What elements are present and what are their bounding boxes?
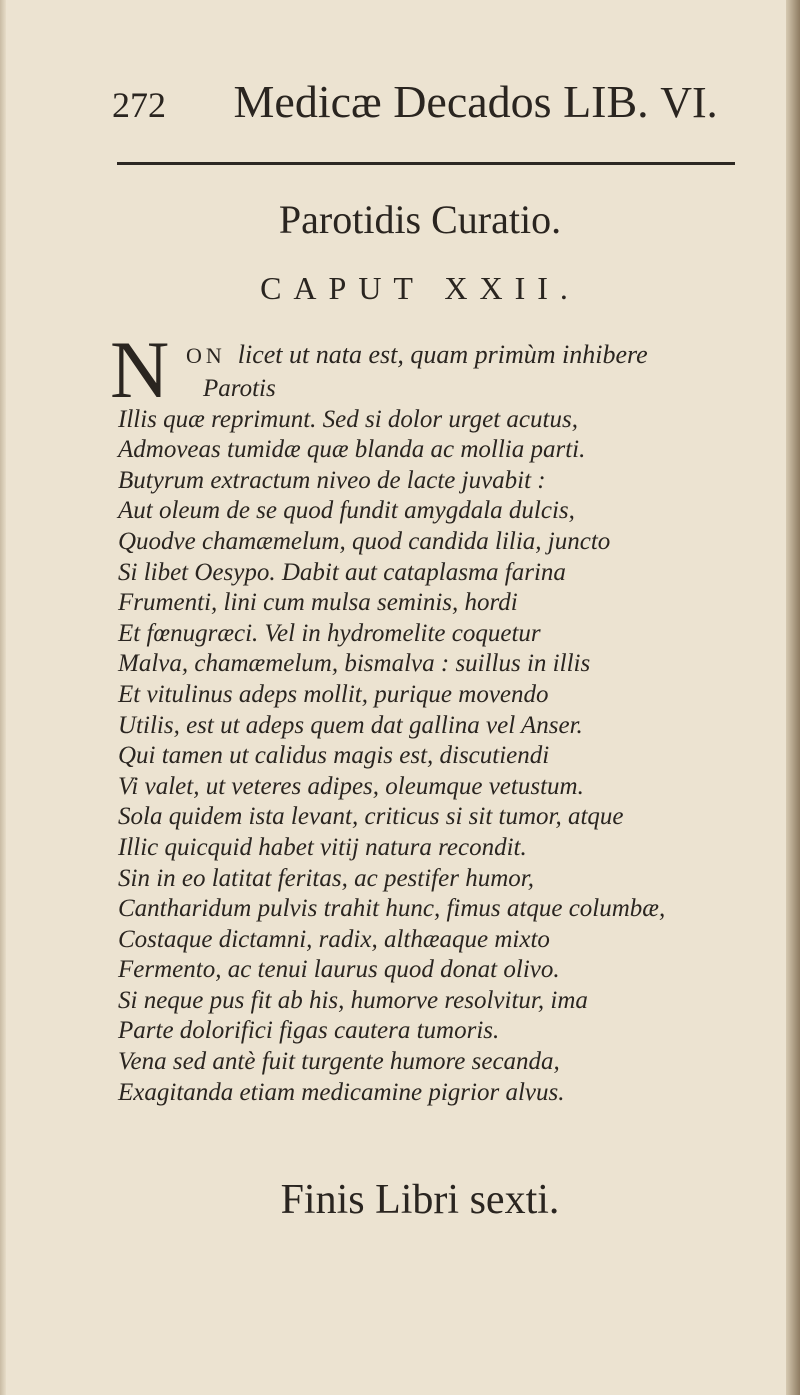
- verse-line: Malva, chamæmelum, bismalva : suillus in illis: [118, 650, 591, 678]
- verse-line: Exagitanda etiam medicamine pigrior alvus.: [118, 1078, 565, 1106]
- header-rule: [117, 162, 735, 165]
- verse-line: Admoveas tumidæ quæ blanda ac mollia parti.: [118, 436, 586, 464]
- verse-text: [118, 374, 778, 1108]
- running-head: [112, 72, 732, 132]
- verse-line: Sola quidem ista levant, criticus si sit tumor, atque: [118, 803, 624, 831]
- chapter-heading: CAPUT XXII.: [260, 270, 580, 306]
- first-line-caps: ON: [186, 343, 226, 368]
- page-number: 272: [112, 85, 166, 125]
- book-number: VI.: [660, 78, 718, 127]
- verse-line: Aut oleum de se quod fundit amygdala dulcis,: [118, 497, 575, 525]
- verse-line: Qui tamen ut calidus magis est, discutiendi: [118, 742, 550, 770]
- verse-line: Et vitulinus adeps mollit, purique movendo: [118, 680, 549, 708]
- verse-line: Si libet Oesypo. Dabit aut cataplasma farina: [118, 558, 566, 586]
- verse-line: Fermento, ac tenui laurus quod donat olivo.: [118, 956, 560, 984]
- first-verse-line: [186, 338, 786, 372]
- verse-line: Si neque pus fit ab his, humorve resolvitur, ima: [118, 986, 588, 1014]
- verse-line: Butyrum extractum niveo de lacte juvabit :: [118, 466, 546, 494]
- verse-line: Parotis: [203, 375, 276, 402]
- verse-line: Vi valet, ut veteres adipes, oleumque vetustum.: [118, 772, 584, 800]
- section-title: Parotidis Curatio.: [278, 197, 562, 242]
- drop-cap: N: [110, 324, 170, 415]
- verse-line: Illis quæ reprimunt. Sed si dolor urget acutus,: [118, 405, 578, 433]
- book-label: LIB.: [563, 76, 649, 127]
- running-title: Medicæ Decados: [233, 76, 552, 127]
- page-left-edge: [0, 0, 6, 1395]
- verse-line: Vena sed antè fuit turgente humore secanda,: [118, 1048, 560, 1076]
- verse-line: Costaque dictamni, radix, althæaque mixto: [118, 925, 550, 953]
- verse-line: Illic quicquid habet vitij natura recondit.: [118, 833, 527, 861]
- verse-line: Parte dolorifici figas cautera tumoris.: [118, 1017, 500, 1045]
- verse-line: Sin in eo latitat feritas, ac pestifer humor,: [118, 864, 534, 892]
- verse-line: Quodve chamæmelum, quod candida lilia, juncto: [118, 527, 611, 555]
- verse-line: Utilis, est ut adeps quem dat gallina vel Anser.: [118, 711, 583, 739]
- verse-line: Cantharidum pulvis trahit hunc, fimus atque columbæ,: [118, 895, 666, 923]
- first-line-text: licet ut nata est, quam primùm inhibere: [237, 340, 648, 369]
- finis-line: Finis Libri sexti.: [280, 1177, 560, 1223]
- verse-line: Frumenti, lini cum mulsa seminis, hordi: [118, 589, 518, 617]
- page-right-edge: [786, 0, 800, 1395]
- verse-line: Et fœnugræci. Vel in hydromelite coquetur: [118, 619, 541, 647]
